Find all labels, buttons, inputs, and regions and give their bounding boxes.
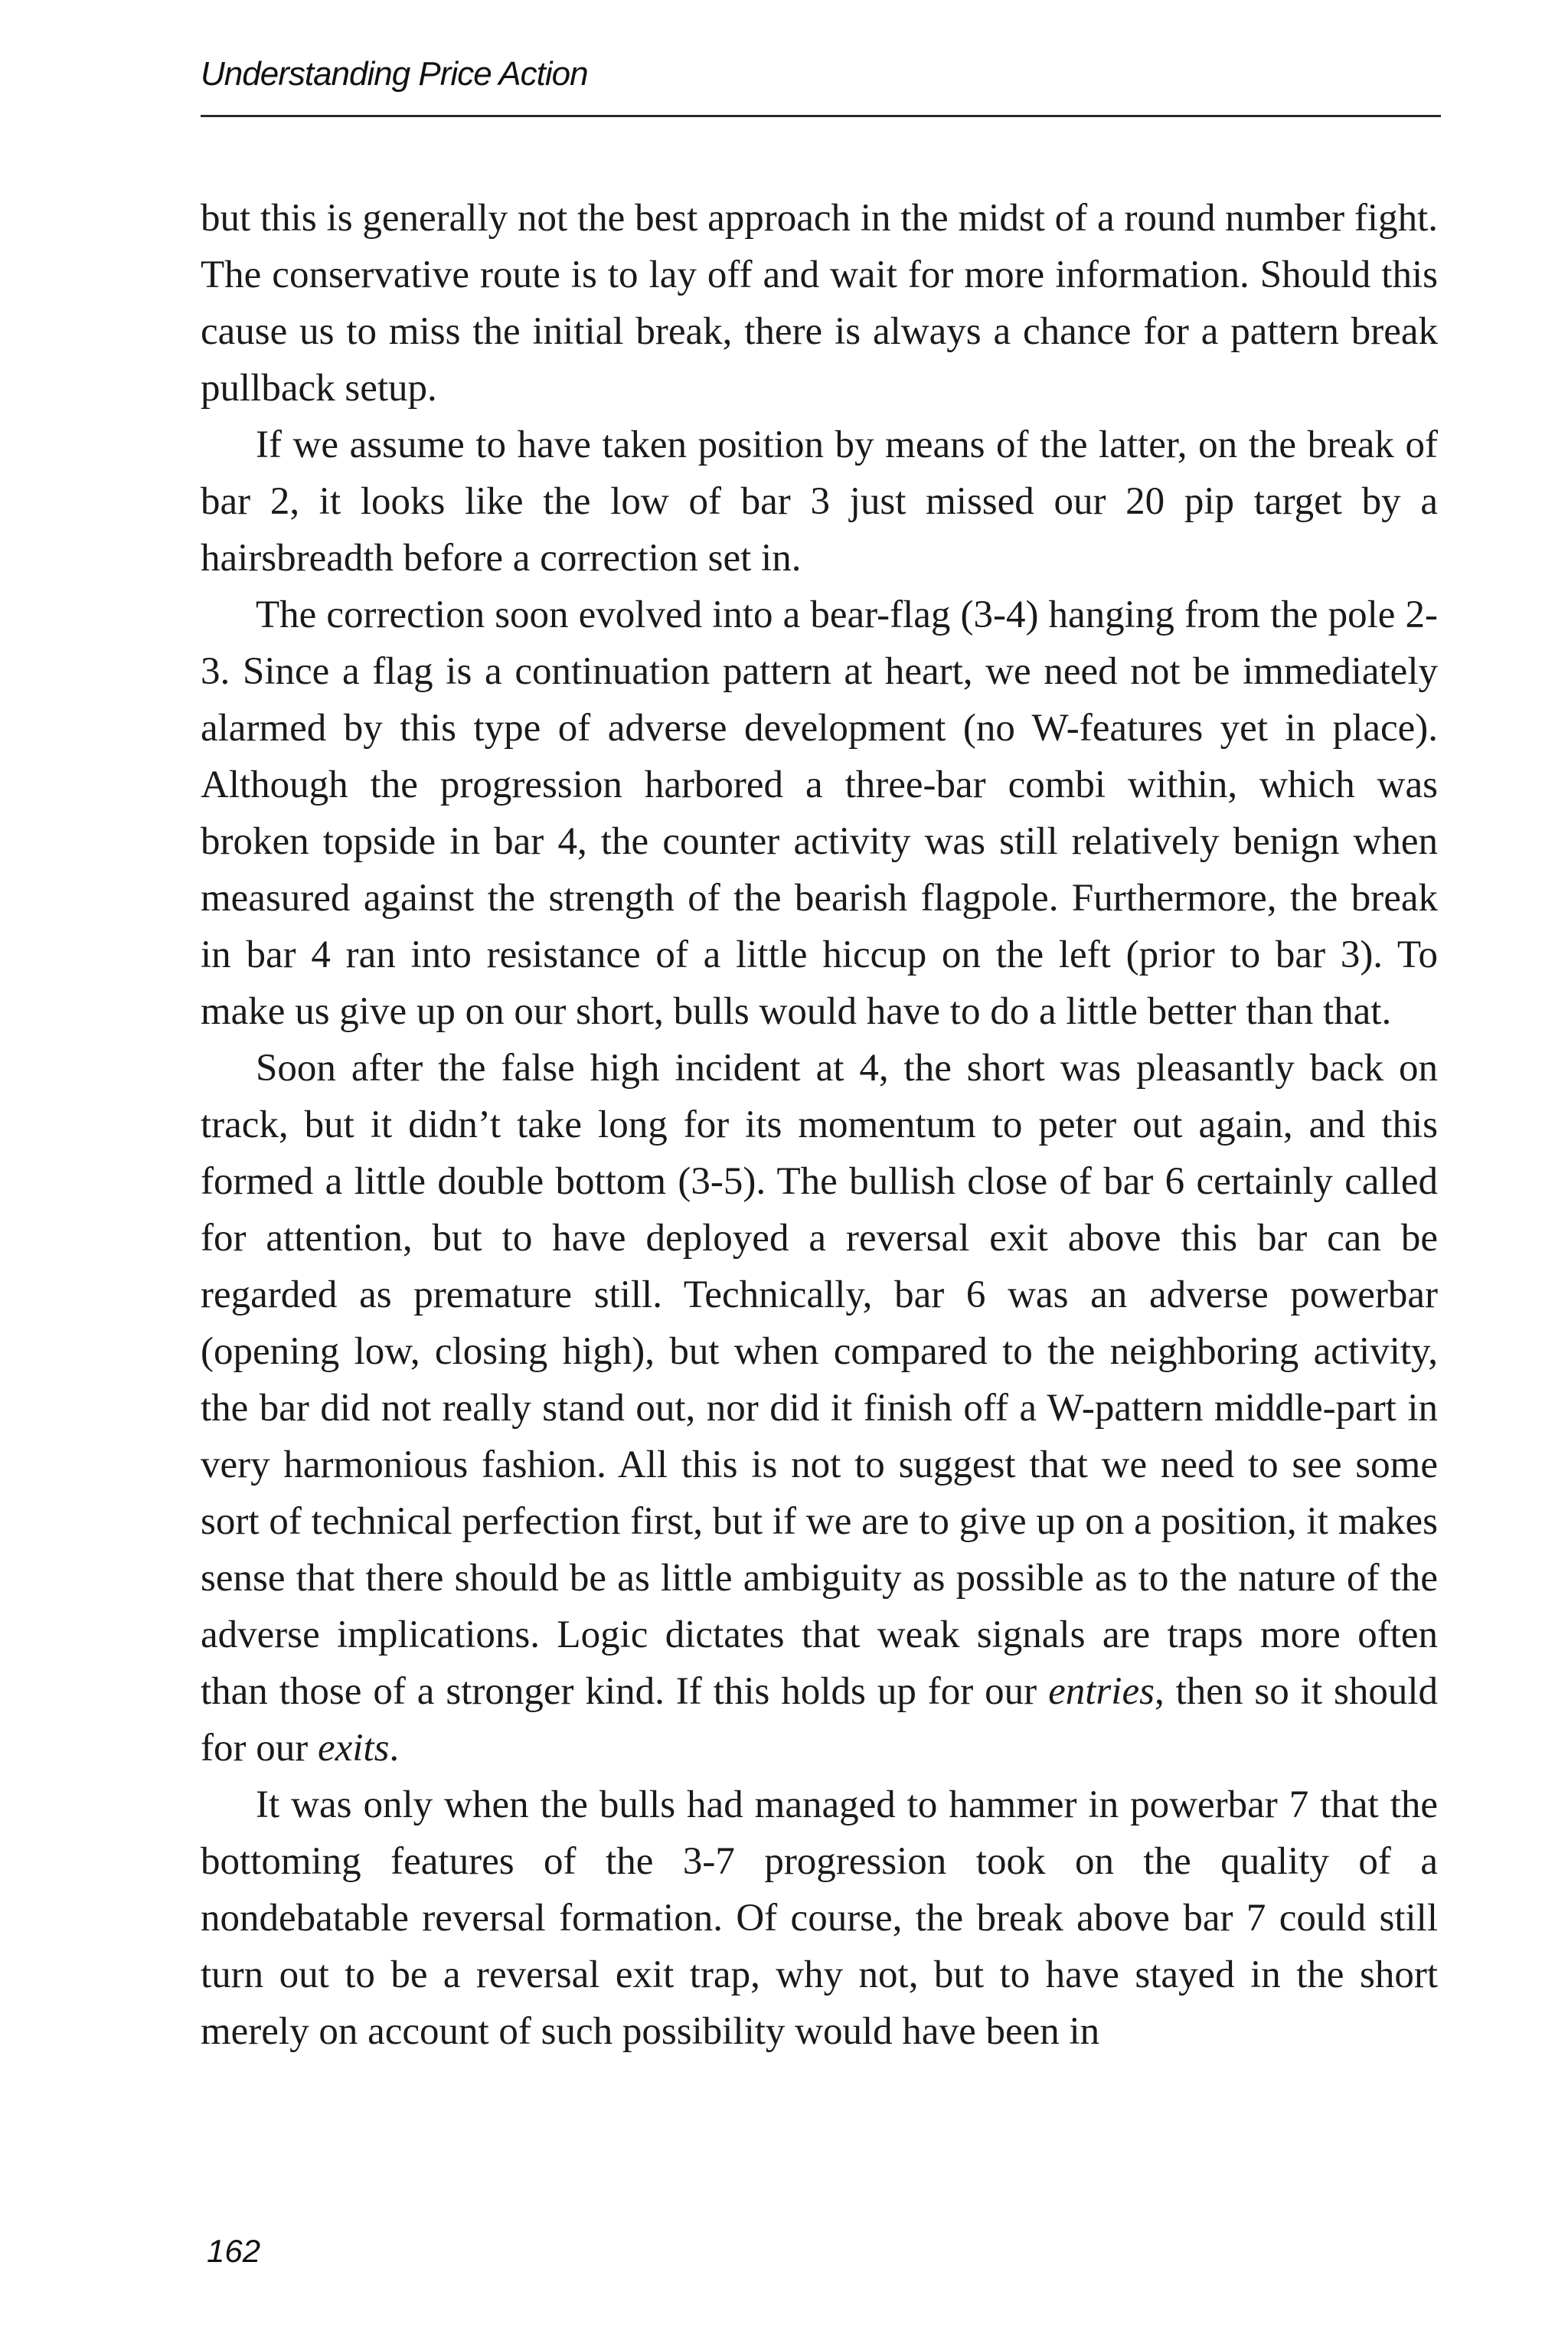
- emphasis-exits: exits: [317, 1727, 390, 1770]
- emphasis-entries: entries: [1048, 1670, 1155, 1713]
- paragraph-2: If we assume to have taken position by means of the latter, on the break of bar 2, it looks like the low of bar 3 just missed our 20 pip target by a hairsbreadth before a correction set in.: [201, 423, 1438, 580]
- body-text: [201, 190, 1438, 2060]
- paragraph-4-part-b: , then so it should for our: [201, 1670, 1438, 1770]
- header-rule: [201, 115, 1441, 117]
- paragraph-1: but this is generally not the best approach in the midst of a round number fight. The conservative route is to lay off and wait for more information. Should this cause us to miss the initial break, there is always a chance for a pattern break pullback setup.: [201, 197, 1438, 410]
- paragraph-4-part-a: Soon after the false high incident at 4, the short was pleasantly back on track, but it didn’t take long for its momentum to peter out again, and this formed a little double bottom (3-5). The bullish close of bar 6 certainly called for attention, but to have deployed a reversal exit above this bar can be regarded as premature still. Technically, bar 6 was an adverse powerbar (opening low, closing high), but when compared to the neighboring activity, the bar did not really stand out, nor did it finish off a W-pattern middle-part in very harmonious fashion. All this is not to suggest that we need to see some sort of technical perfection first, but if we are to give up on a position, it makes sense that there should be as little ambiguity as possible as to the nature of the adverse implications. Logic dictates that weak signals are traps more often than those of a stronger kind. If this holds up for our: [201, 1047, 1438, 1713]
- paragraph-3: The correction soon evolved into a bear-flag (3-4) hanging from the pole 2-3. Since a flag is a continuation pattern at heart, we need not be immediately alarmed by this type of adverse development (no W-features yet in place). Although the progression harbored a three-bar combi within, which was broken topside in bar 4, the counter activity was still relatively benign when measured against the strength of the bearish flagpole. Furthermore, the break in bar 4 ran into resistance of a little hiccup on the left (prior to bar 3). To make us give up on our short, bulls would have to do a little better than that.: [201, 593, 1438, 1033]
- paragraph-5: It was only when the bulls had managed to hammer in powerbar 7 that the bottoming features of the 3-7 progression took on the quality of a nondebatable reversal formation. Of course, the break above bar 7 could still turn out to be a reversal exit trap, why not, but to have stayed in the short merely on account of such possibility would have been in: [201, 1783, 1438, 2053]
- running-head-title: Understanding Price Action: [201, 55, 588, 93]
- page-number: 162: [207, 2233, 261, 2269]
- paragraph-4-part-c: .: [389, 1727, 400, 1770]
- paragraph-4: [201, 1040, 1438, 1777]
